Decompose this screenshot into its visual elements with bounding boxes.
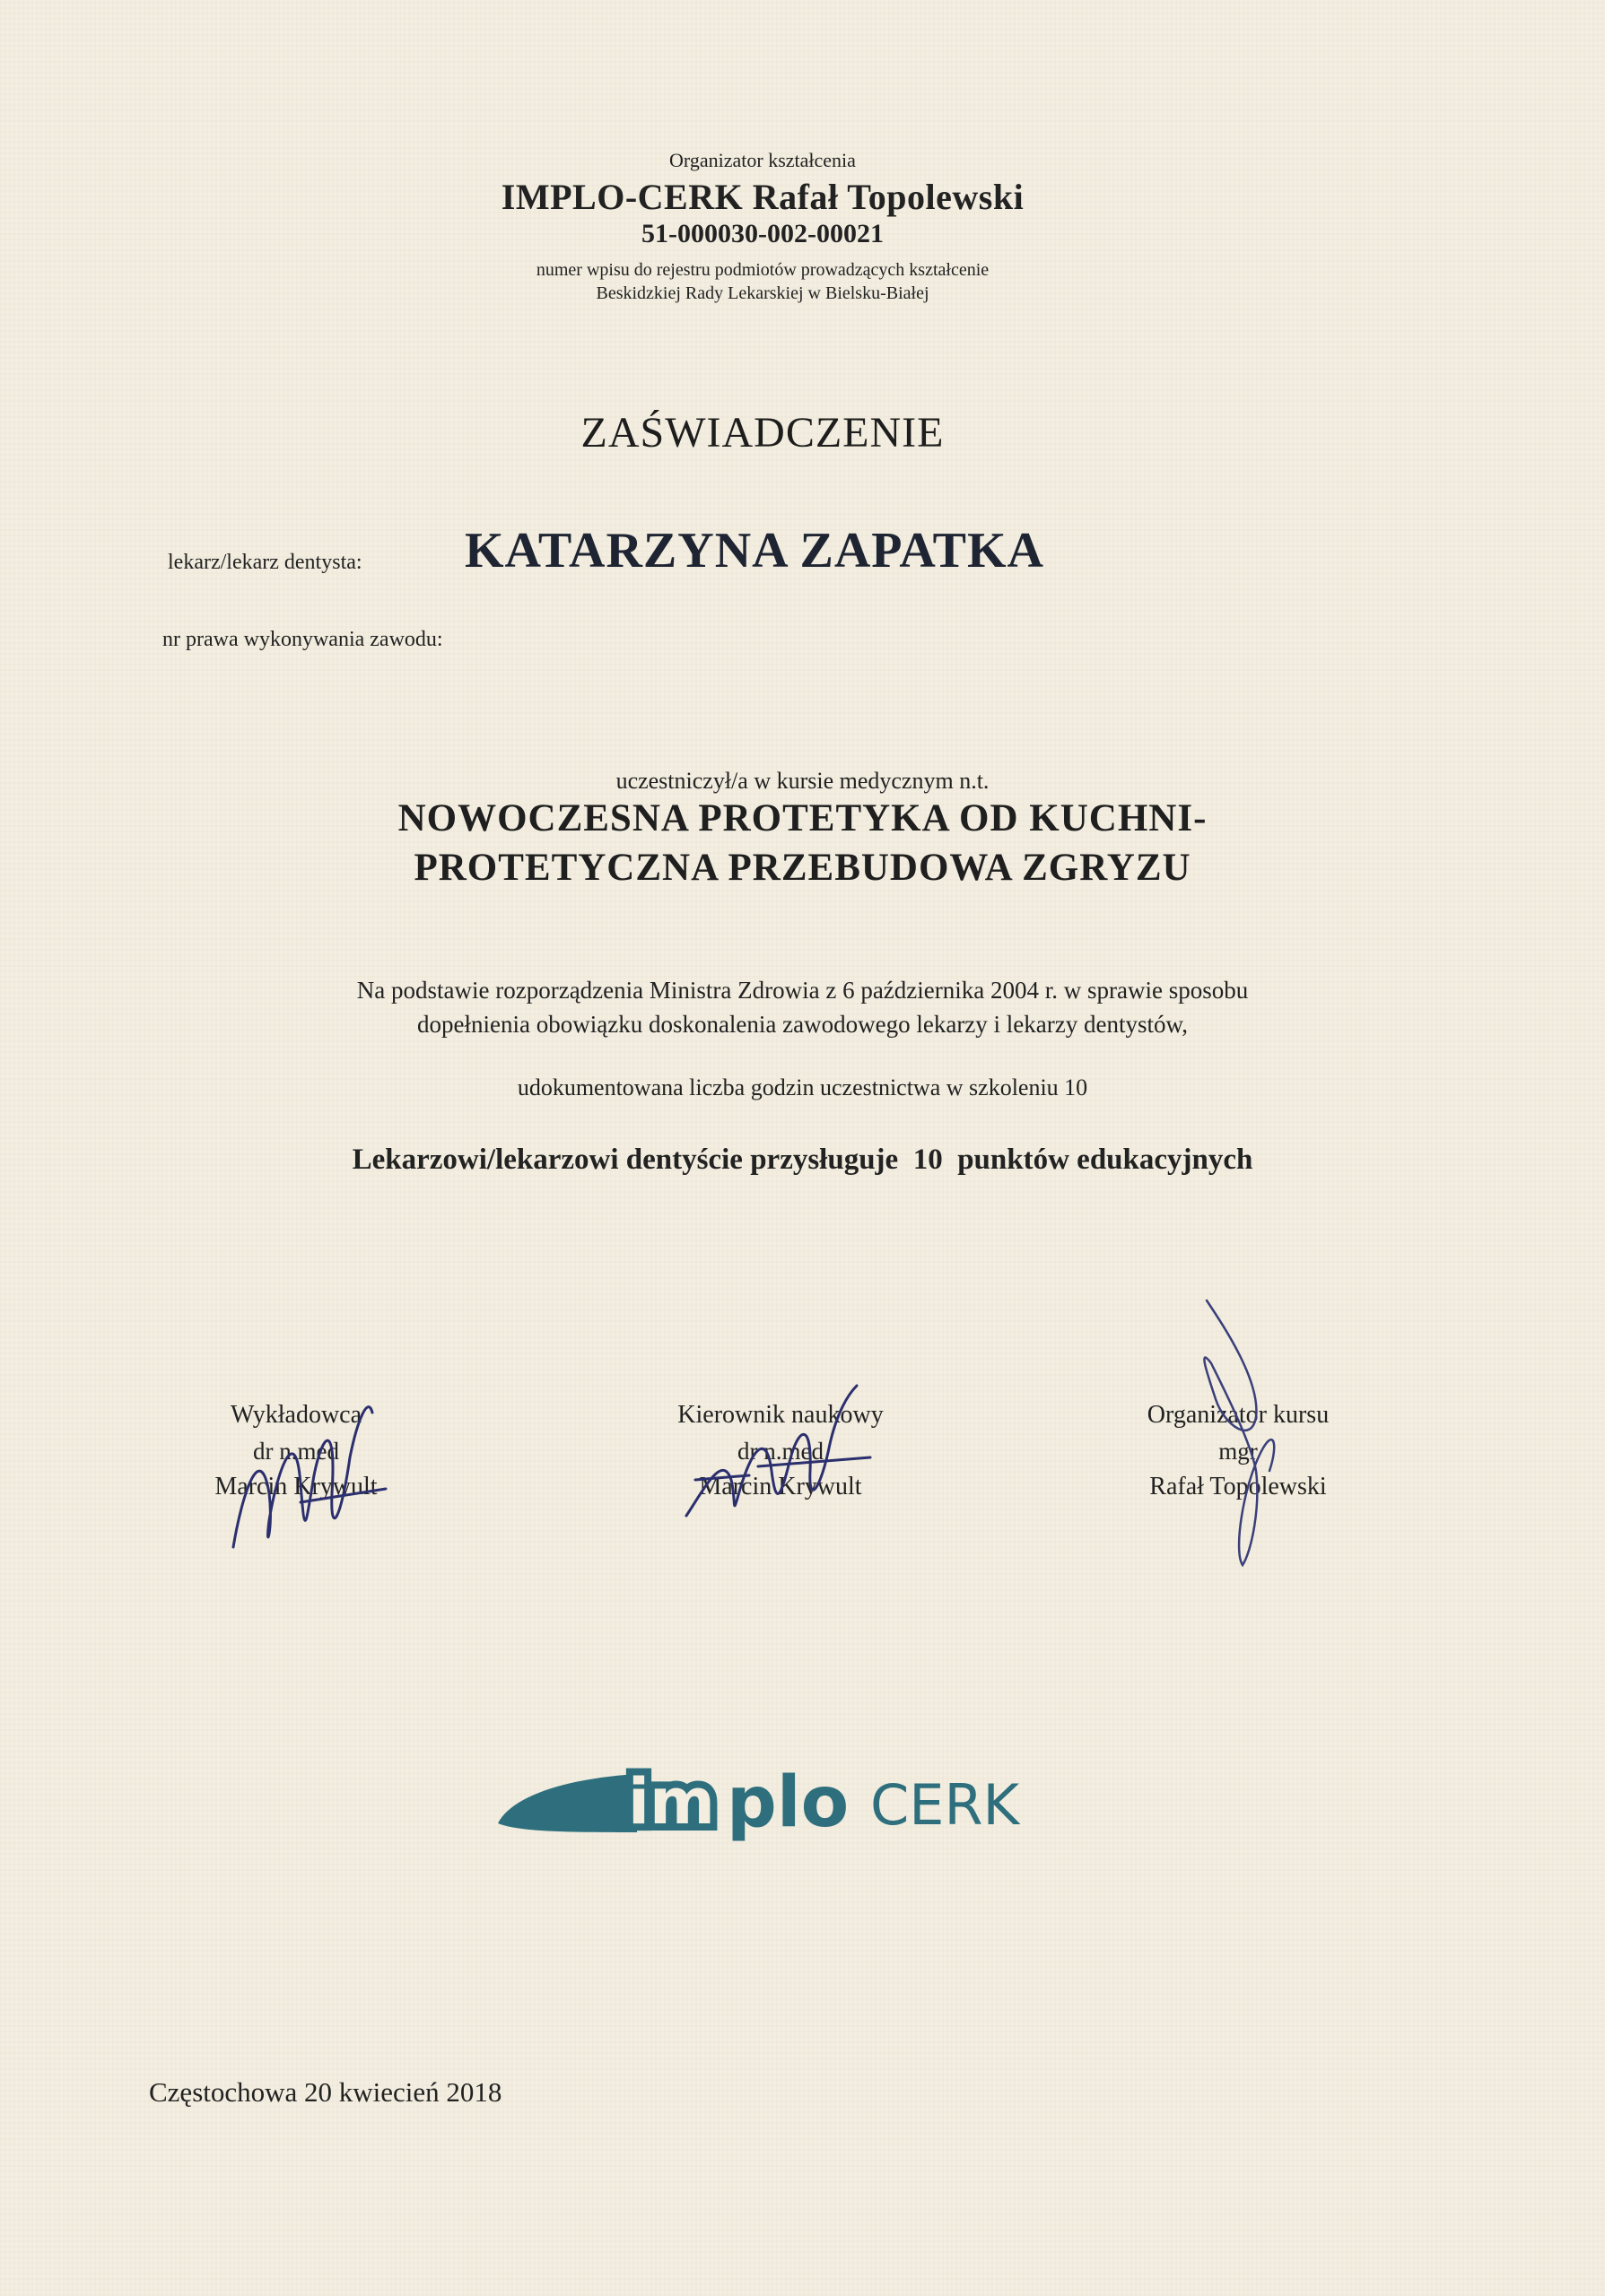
doctor-label: lekarz/lekarz dentysta:	[168, 551, 362, 574]
signature-name: Marcin Krywult	[214, 1473, 378, 1500]
organizer-label: Organizator kształcenia	[669, 149, 856, 171]
course-title-line-2: PROTETYCZNA PRZEBUDOWA ZGRYZU	[414, 847, 1191, 889]
regulation-text	[0, 973, 1605, 1041]
license-label: nr prawa wykonywania zawodu:	[162, 628, 443, 651]
recipient-name: KATARZYNA ZAPATKA	[465, 523, 1044, 578]
logo-swoosh	[498, 1774, 637, 1832]
hours-text: udokumentowana liczba godzin uczestnictwa w szkoleniu 10	[517, 1074, 1088, 1100]
signature-name: Marcin Krywult	[699, 1473, 862, 1500]
place-and-date: Częstochowa 20 kwiecień 2018	[149, 2076, 502, 2108]
registry-line-2: Beskidzkiej Rady Lekarskiej w Bielsku-Białej	[596, 283, 929, 303]
signature-role: Kierownik naukowy	[677, 1401, 884, 1429]
signature-title: dr n.med	[737, 1438, 824, 1465]
handwritten-signature-3	[1171, 1292, 1305, 1570]
regulation-line-2: dopełnienia obowiązku doskonalenia zawodowego lekarzy i lekarzy dentystów,	[417, 1011, 1188, 1038]
registry-line-1: numer wpisu do rejestru podmiotów prowadzących kształcenie	[536, 260, 990, 280]
logo-plo: plo	[727, 1762, 850, 1843]
logo-cerk: CERK	[870, 1772, 1020, 1838]
registry-number: 51-000030-002-00021	[641, 219, 884, 248]
logo-im: im	[628, 1765, 715, 1839]
signature-role: Organizator kursu	[1147, 1401, 1330, 1429]
points-text: Lekarzowi/lekarzowi dentyście przysługuje 10 punktów edukacyjnych	[352, 1144, 1253, 1176]
handwritten-signature-2	[677, 1381, 875, 1525]
course-title	[0, 794, 1605, 892]
implocerk-logo	[493, 1747, 1050, 1846]
signature-title: mgr	[1218, 1438, 1258, 1465]
registry-description	[0, 258, 1525, 305]
organizer-name: IMPLO-CERK Rafał Topolewski	[501, 177, 1025, 217]
signature-role: Wykładowca	[230, 1401, 362, 1429]
course-title-line-1: NOWOCZESNA PROTETYKA OD KUCHNI-	[397, 797, 1208, 839]
regulation-line-1: Na podstawie rozporządzenia Ministra Zdrowia z 6 października 2004 r. w sprawie sposobu	[356, 977, 1249, 1004]
document-title: ZAŚWIADCZENIE	[580, 409, 945, 457]
signature-title: dr n.med	[253, 1438, 339, 1465]
handwritten-signature-1	[215, 1386, 395, 1565]
signature-name: Rafał Topolewski	[1149, 1473, 1327, 1500]
participation-text: uczestniczył/a w kursie medycznym n.t.	[615, 768, 990, 794]
